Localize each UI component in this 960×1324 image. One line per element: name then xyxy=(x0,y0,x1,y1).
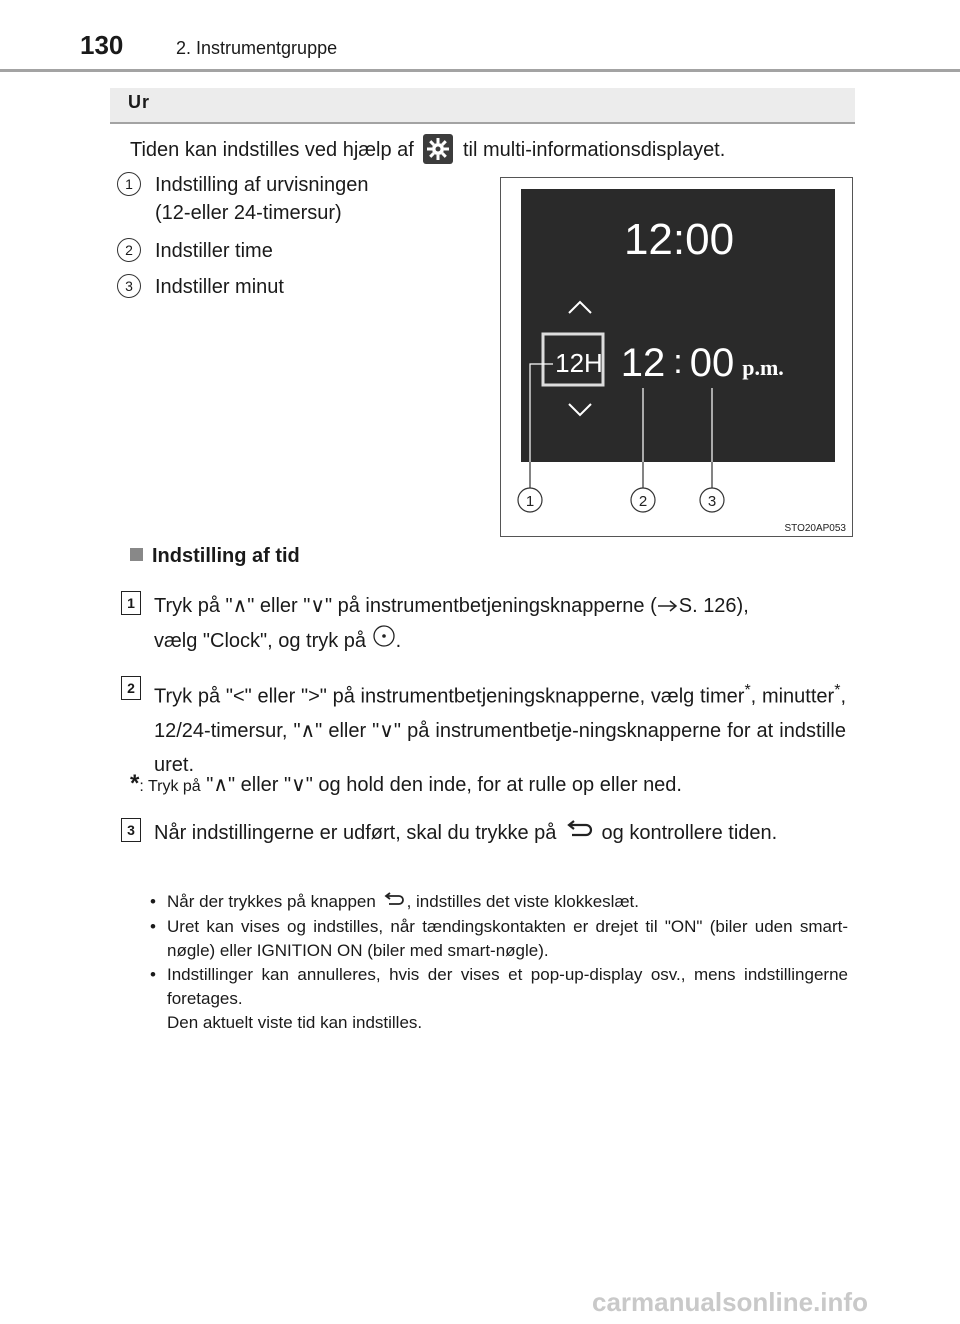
step-text-part: . xyxy=(395,629,402,652)
callout-text: Indstiller time xyxy=(155,240,273,262)
watermark: carmanualsonline.info xyxy=(592,1287,868,1317)
bullet-dot: • xyxy=(150,964,156,984)
step-text xyxy=(154,589,846,659)
step-text-part: Tryk på "∧" eller "∨" på instrumentbetjeningsknapperne ( xyxy=(154,595,657,617)
list-item xyxy=(150,963,848,1035)
subheading xyxy=(130,545,300,568)
step-number: 1 xyxy=(121,591,141,615)
section-title: Ur xyxy=(128,92,151,112)
footnote-prefix: : Tryk på xyxy=(139,778,201,795)
asterisk-mark: * xyxy=(744,682,751,699)
callout-number: 3 xyxy=(117,274,141,298)
notes-list xyxy=(150,890,848,1035)
figure-label: 3 xyxy=(707,493,717,510)
figure-code: STO20AP053 xyxy=(784,523,846,534)
footnote xyxy=(130,770,682,801)
bullet-text: Når der trykkes på knappen xyxy=(167,892,376,911)
callout-text xyxy=(155,171,368,227)
step-text-part: og kontrollere tiden. xyxy=(601,822,778,844)
back-return-icon xyxy=(381,891,407,915)
header-divider xyxy=(0,69,960,72)
figure-label: 2 xyxy=(638,493,648,510)
bullet-dot: • xyxy=(150,916,156,936)
chapter-title: 2. Instrumentgruppe xyxy=(176,38,338,58)
display-colon: : xyxy=(673,343,683,381)
step-text xyxy=(154,674,846,782)
display-hour: 12 xyxy=(620,341,666,385)
callout-line: (12-eller 24-timersur) xyxy=(155,202,342,224)
list-item xyxy=(150,890,848,915)
intro-after: til multi-informationsdisplayet. xyxy=(462,139,726,161)
arrow-right-icon xyxy=(657,590,679,624)
callout-text: Indstiller minut xyxy=(155,276,284,298)
step-number: 3 xyxy=(121,818,141,842)
display-minute: 00 xyxy=(689,341,735,385)
step-text-part: , 12/24-timersur, "∧" eller "∨" på instrumentbetje-ningsknapperne for at indstille uret. xyxy=(154,685,846,776)
page-reference: S. 126), xyxy=(678,595,749,617)
page-number: 130 xyxy=(80,30,124,60)
gear-settings-icon xyxy=(423,134,453,164)
step-text-part: , minutter xyxy=(750,685,835,708)
bullet-text: Den aktuelt viste tid kan indstilles. xyxy=(167,1012,423,1032)
display-mode: 12H xyxy=(555,348,603,378)
footnote-star: * xyxy=(130,770,140,797)
display-top-time: 12:00 xyxy=(623,215,735,264)
step-text-part: Når indstillingerne er udført, skal du trykke på xyxy=(154,822,557,844)
bullet-text: Indstillinger kan annulleres, hvis der vises et pop-up-display osv., mens indstillingerne foretages. xyxy=(167,964,848,1008)
intro-before: Tiden kan indstilles ved hjælp af xyxy=(130,139,414,161)
display-ampm: p.m. xyxy=(742,355,784,380)
list-item xyxy=(150,915,848,963)
callout-number: 2 xyxy=(117,238,141,262)
step-text-part: Tryk på "<" eller ">" på instrumentbetjeningsknapperne, vælg timer xyxy=(154,685,745,708)
figure-label: 1 xyxy=(525,493,535,510)
intro-text xyxy=(130,134,725,164)
step-number: 2 xyxy=(121,676,141,700)
footnote-text: "∧" eller "∨" og hold den inde, for at rulle op eller ned. xyxy=(206,774,682,796)
subheading-text: Indstilling af tid xyxy=(152,545,300,567)
bullet-text: Uret kan vises og indstilles, når tændingskontakten er drejet til "ON" (biler uden smart-nøgle) eller IGNITION ON (biler med smart-nøgle). xyxy=(167,916,848,960)
section-bar xyxy=(110,88,855,124)
step-text-part: vælg "Clock", og tryk på xyxy=(154,629,367,652)
callout-line: Indstilling af urvisningen xyxy=(155,174,369,196)
callout-number: 1 xyxy=(117,172,141,196)
enter-button-icon xyxy=(372,624,396,659)
bullet-dot: • xyxy=(150,892,156,911)
step-text xyxy=(154,816,846,851)
back-return-icon xyxy=(562,817,596,851)
bullet-text: , indstilles det viste klokkeslæt. xyxy=(406,892,639,911)
clock-settings-figure xyxy=(500,177,853,537)
asterisk-mark: * xyxy=(834,682,841,699)
square-bullet-icon xyxy=(130,548,143,561)
